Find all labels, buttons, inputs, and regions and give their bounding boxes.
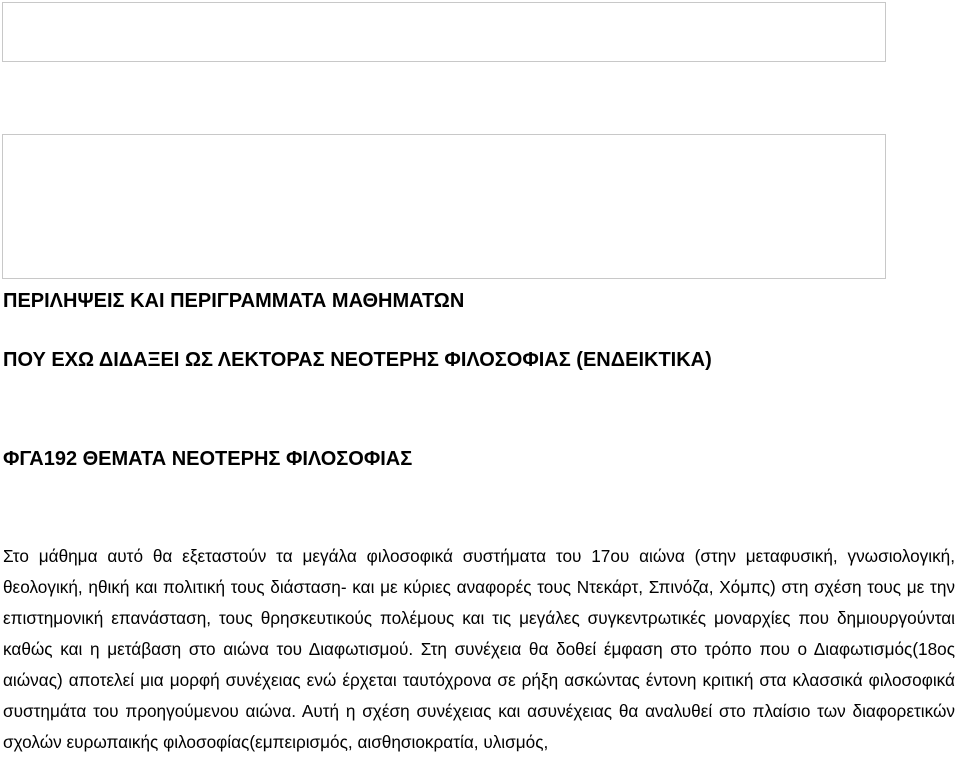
top-frame: [2, 2, 886, 62]
document-title: ΠΕΡΙΛΗΨΕΙΣ ΚΑΙ ΠΕΡΙΓΡΑΜΜΑΤΑ ΜΑΘΗΜΑΤΩΝ: [3, 290, 465, 312]
image-frame: [2, 134, 886, 279]
course-description: Στο μάθημα αυτό θα εξεταστούν τα μεγάλα φιλοσοφικά συστήματα του 17ου αιώνα (στην μεταφυσική, γνωσιολογική, θεολογική, ηθική και πολιτική τους διάσταση- και με κύριες αναφορές τους Ντεκάρτ, Σπινόζα, Χόμπς) στη σχέση τους με την επιστημονική επανάσταση, τους θρησκευτικούς πολέμους και τις μεγάλες συγκεντρωτικές μοναρχίες που δημιουργούνται καθώς και η μετάβαση στο αιώνα του Διαφωτισμού. Στη συνέχεια θα δοθεί έμφαση στο τρόπο που ο Διαφωτισμός(18ος αιώνας) αποτελεί μια μορφή συνέχειας ενώ έρχεται ταυτόχρονα σε ρήξη ασκώντας έντονη κριτική στα κλασσικά φιλοσοφικά συστημάτα του προηγούμενου αιώνα. Αυτή η σχέση συνέχειας και ασυνέχειας θα αναλυθεί στο πλαίσιο των διαφορετικών σχολών ευρωπαικής φιλοσοφίας(εμπειρισμός, αισθησιοκρατία, υλισμός,: [3, 546, 955, 752]
document-subtitle: ΠΟΥ ΕΧΩ ΔΙΔΑΞΕΙ ΩΣ ΛΕΚΤΟΡΑΣ ΝΕΟΤΕΡΗΣ ΦΙΛΟΣΟΦΙΑΣ (ΕΝΔΕΙΚΤΙΚΑ): [3, 349, 712, 371]
course-title: ΦΓΑ192 ΘΕΜΑΤΑ ΝΕΟΤΕΡΗΣ ΦΙΛΟΣΟΦΙΑΣ: [3, 448, 413, 470]
